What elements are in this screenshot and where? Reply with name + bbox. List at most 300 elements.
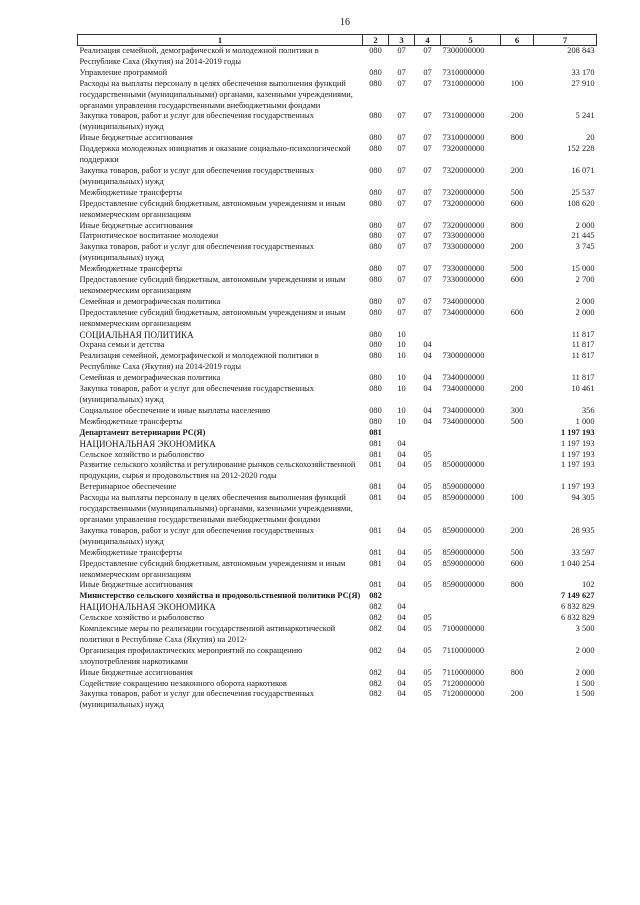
row-vedomstvo: 080 <box>369 296 382 306</box>
row-name: Сельское хозяйство и рыболовство <box>79 449 205 459</box>
row-vid-rashodov <box>501 373 534 384</box>
row-razdel: 04 <box>397 525 406 535</box>
row-summa: 28 935 <box>571 525 595 535</box>
row-vedomstvo: 080 <box>369 198 382 208</box>
row-statya: 7340000000 <box>442 405 485 415</box>
row-razdel: 04 <box>397 449 406 459</box>
column-header: 7 <box>534 35 597 46</box>
row-vedomstvo: 082 <box>369 678 382 688</box>
row-razdel <box>389 428 415 439</box>
row-name: Семейная и демографическая политика <box>79 296 221 306</box>
row-razdel: 04 <box>397 645 406 655</box>
row-razdel: 07 <box>397 275 406 285</box>
table-row <box>78 460 597 482</box>
row-vid-rashodov <box>501 460 534 482</box>
row-podrazdel <box>415 330 441 341</box>
table-row <box>78 668 597 679</box>
row-razdel: 10 <box>397 373 406 383</box>
row-statya: 7110000000 <box>442 645 485 655</box>
row-summa: 10 461 <box>571 384 595 394</box>
table-row <box>78 166 597 188</box>
row-vedomstvo: 080 <box>369 67 382 77</box>
row-vedomstvo: 081 <box>369 547 382 557</box>
table-row <box>78 580 597 591</box>
row-summa: 2 000 <box>575 307 595 317</box>
row-statya: 7310000000 <box>442 67 485 77</box>
row-razdel: 07 <box>397 133 406 143</box>
row-razdel: 04 <box>397 438 406 448</box>
row-statya: 7320000000 <box>442 198 485 208</box>
row-statya: 7340000000 <box>442 373 485 383</box>
row-summa: 1 197 193 <box>561 438 595 448</box>
row-statya: 7110000000 <box>442 667 485 677</box>
row-podrazdel: 07 <box>423 46 432 55</box>
row-razdel: 07 <box>397 67 406 77</box>
row-name: Комплексные меры по реализации государственной антинаркотической политики в Республике Саха (Якутия) на 2012- <box>79 624 336 644</box>
row-statya: 7320000000 <box>442 165 485 175</box>
row-vedomstvo: 081 <box>369 525 382 535</box>
row-vedomstvo: 081 <box>369 449 382 459</box>
row-statya: 7120000000 <box>442 678 485 688</box>
row-vid-rashodov: 600 <box>510 275 524 285</box>
row-razdel: 07 <box>397 220 406 230</box>
row-summa: 6 832 829 <box>561 613 595 623</box>
row-vid-rashodov: 300 <box>510 405 524 415</box>
row-razdel: 04 <box>397 482 406 492</box>
table-row <box>78 439 597 450</box>
column-header: 6 <box>501 35 534 46</box>
row-vid-rashodov <box>501 330 534 341</box>
row-statya: 7120000000 <box>442 689 485 699</box>
row-vid-rashodov: 200 <box>510 525 524 535</box>
row-statya <box>441 428 501 439</box>
row-podrazdel: 05 <box>423 525 432 535</box>
row-name: Социальное обеспечение и иные выплаты населению <box>79 405 271 415</box>
row-vedomstvo: 081 <box>369 438 382 448</box>
row-podrazdel: 05 <box>423 460 432 470</box>
row-statya: 7340000000 <box>442 384 485 394</box>
table-row <box>78 308 597 330</box>
row-summa: 20 <box>586 133 595 143</box>
row-podrazdel: 07 <box>423 198 432 208</box>
row-podrazdel: 05 <box>423 547 432 557</box>
row-summa: 1 500 <box>575 689 595 699</box>
row-name: Сельское хозяйство и рыболовство <box>79 613 205 623</box>
row-name: Ветеринарное обеспечение <box>79 482 177 492</box>
row-vedomstvo: 080 <box>369 242 382 252</box>
row-vedomstvo: 082 <box>369 613 382 623</box>
row-razdel <box>389 591 415 602</box>
row-summa: 152 228 <box>567 144 595 154</box>
row-vedomstvo: 082 <box>369 689 382 699</box>
row-vedomstvo: 080 <box>369 351 382 361</box>
row-summa: 356 <box>581 405 595 415</box>
row-vid-rashodov <box>501 68 534 79</box>
row-name: Реализация семейной, демографической и молодежной политики в Республике Саха (Якутия) на 2014-2019 годы <box>79 46 319 66</box>
table-row <box>78 384 597 406</box>
row-vedomstvo: 081 <box>369 482 382 492</box>
row-name: Закупка товаров, работ и услуг для обеспечения государственных (муниципальных) нужд <box>79 525 315 546</box>
row-podrazdel: 07 <box>423 296 432 306</box>
row-summa: 3 500 <box>575 624 595 634</box>
row-vid-rashodov: 200 <box>510 689 524 699</box>
row-razdel: 07 <box>397 264 406 274</box>
row-podrazdel <box>415 602 441 613</box>
row-summa: 16 071 <box>571 165 595 175</box>
row-summa: 5 241 <box>575 111 595 121</box>
table-row <box>78 646 597 668</box>
row-vid-rashodov: 200 <box>510 384 524 394</box>
row-razdel: 04 <box>397 667 406 677</box>
row-vid-rashodov <box>501 297 534 308</box>
row-vedomstvo: 081 <box>369 558 382 568</box>
table-row <box>78 79 597 112</box>
row-summa: 6 832 829 <box>561 602 595 612</box>
row-vedomstvo: 080 <box>369 329 382 339</box>
row-razdel: 04 <box>397 558 406 568</box>
row-statya: 8590000000 <box>442 493 485 503</box>
row-vedomstvo: 080 <box>369 165 382 175</box>
row-podrazdel: 05 <box>423 624 432 634</box>
row-vid-rashodov <box>501 439 534 450</box>
row-podrazdel: 04 <box>423 416 432 426</box>
row-vedomstvo: 080 <box>369 416 382 426</box>
row-vedomstvo: 080 <box>369 340 382 350</box>
table-row <box>78 111 597 133</box>
row-statya: 7310000000 <box>442 78 485 88</box>
row-summa: 11 817 <box>571 351 595 361</box>
row-vid-rashodov <box>501 144 534 166</box>
table-row <box>78 526 597 548</box>
row-vid-rashodov: 500 <box>510 416 524 426</box>
table-row <box>78 231 597 242</box>
row-razdel: 04 <box>397 602 406 612</box>
row-vedomstvo: 080 <box>369 231 382 241</box>
row-statya: 8590000000 <box>442 558 485 568</box>
row-statya <box>441 330 501 341</box>
column-header: 3 <box>389 35 415 46</box>
row-vid-rashodov: 600 <box>510 558 524 568</box>
row-razdel: 07 <box>397 78 406 88</box>
row-razdel: 04 <box>397 678 406 688</box>
row-razdel: 07 <box>397 165 406 175</box>
row-razdel: 07 <box>397 111 406 121</box>
row-name: Управление программой <box>79 67 168 77</box>
row-podrazdel: 05 <box>423 558 432 568</box>
table-row <box>78 613 597 624</box>
row-podrazdel: 04 <box>423 373 432 383</box>
row-vedomstvo: 080 <box>369 264 382 274</box>
row-statya: 7310000000 <box>442 133 485 143</box>
row-summa: 7 149 627 <box>561 591 595 601</box>
row-summa: 33 597 <box>571 547 595 557</box>
row-razdel: 07 <box>397 307 406 317</box>
row-name: Межбюджетные трансферты <box>79 416 183 426</box>
row-podrazdel: 07 <box>423 220 432 230</box>
row-razdel: 04 <box>397 613 406 623</box>
row-podrazdel: 05 <box>423 613 432 623</box>
row-name: Семейная и демографическая политика <box>79 373 221 383</box>
row-name: Межбюджетные трансферты <box>79 547 183 557</box>
row-podrazdel: 07 <box>423 264 432 274</box>
row-statya: 7330000000 <box>442 264 485 274</box>
row-vid-rashodov: 500 <box>510 264 524 274</box>
row-razdel: 10 <box>397 405 406 415</box>
table-row <box>78 559 597 581</box>
row-podrazdel: 04 <box>423 405 432 415</box>
table-row <box>78 548 597 559</box>
row-summa: 208 843 <box>567 46 595 55</box>
row-vedomstvo: 080 <box>369 133 382 143</box>
row-vedomstvo: 080 <box>369 187 382 197</box>
row-podrazdel: 05 <box>423 580 432 590</box>
table-row <box>78 689 597 711</box>
row-razdel: 04 <box>397 580 406 590</box>
row-vid-rashodov <box>501 679 534 690</box>
row-statya: 7300000000 <box>442 351 485 361</box>
row-name: Организация профилактических мероприятий по сокращению злоупотребления наркотиками <box>79 645 303 666</box>
row-podrazdel: 05 <box>423 493 432 503</box>
row-podrazdel: 07 <box>423 187 432 197</box>
row-name: Реализация семейной, демографической и молодежной политики в Республике Саха (Якутия) на 2014-2019 годы <box>79 351 319 372</box>
row-statya <box>441 602 501 613</box>
row-vid-rashodov: 100 <box>510 78 524 88</box>
budget-table <box>77 34 597 711</box>
row-podrazdel <box>415 439 441 450</box>
table-body <box>78 46 597 712</box>
row-razdel: 10 <box>397 416 406 426</box>
row-vedomstvo: 080 <box>369 144 382 154</box>
row-name: Министерство сельского хозяйства и продовольственной политики РС(Я) <box>79 591 361 601</box>
row-summa: 33 170 <box>571 67 595 77</box>
row-vid-rashodov <box>501 46 534 68</box>
row-vid-rashodov <box>501 351 534 373</box>
row-podrazdel: 07 <box>423 144 432 154</box>
row-statya <box>441 439 501 450</box>
row-name: Закупка товаров, работ и услуг для обеспечения государственных (муниципальных) нужд <box>79 689 315 710</box>
row-vid-rashodov <box>501 428 534 439</box>
row-vedomstvo: 080 <box>369 46 382 55</box>
row-statya: 7330000000 <box>442 275 485 285</box>
row-vid-rashodov: 600 <box>510 198 524 208</box>
table-row <box>78 242 597 264</box>
table-row <box>78 297 597 308</box>
row-summa: 2 000 <box>575 296 595 306</box>
row-statya: 8590000000 <box>442 482 485 492</box>
row-statya: 7340000000 <box>442 296 485 306</box>
row-summa: 2 000 <box>575 667 595 677</box>
row-statya: 7320000000 <box>442 144 485 154</box>
table-row <box>78 450 597 461</box>
row-name: СОЦИАЛЬНАЯ ПОЛИТИКА <box>79 329 194 340</box>
column-header: 5 <box>441 35 501 46</box>
row-podrazdel: 04 <box>423 340 432 350</box>
row-name: НАЦИОНАЛЬНАЯ ЭКОНОМИКА <box>79 438 216 449</box>
row-summa: 102 <box>581 580 595 590</box>
row-vid-rashodov <box>501 231 534 242</box>
column-header: 4 <box>415 35 441 46</box>
row-summa: 2 700 <box>575 275 595 285</box>
row-summa: 1 197 193 <box>561 427 595 437</box>
row-razdel: 07 <box>397 198 406 208</box>
row-summa: 1 000 <box>575 416 595 426</box>
row-vedomstvo: 080 <box>369 220 382 230</box>
row-podrazdel: 07 <box>423 111 432 121</box>
row-name: Закупка товаров, работ и услуг для обеспечения государственных (муниципальных) нужд <box>79 242 315 263</box>
row-vid-rashodov: 800 <box>510 667 524 677</box>
row-name: Межбюджетные трансферты <box>79 264 183 274</box>
row-summa: 11 817 <box>571 373 595 383</box>
row-name: Иные бюджетные ассигнования <box>79 580 193 590</box>
row-razdel: 04 <box>397 624 406 634</box>
row-vid-rashodov: 200 <box>510 111 524 121</box>
row-statya: 7100000000 <box>442 624 485 634</box>
table-row <box>78 591 597 602</box>
row-name: Охрана семьи и детства <box>79 340 165 350</box>
row-vedomstvo: 082 <box>369 591 382 601</box>
row-podrazdel: 07 <box>423 133 432 143</box>
row-razdel: 07 <box>397 242 406 252</box>
row-podrazdel: 05 <box>423 645 432 655</box>
table-row <box>78 373 597 384</box>
row-name: Предоставление субсидий бюджетным, автономным учреждениям и иным некоммерческим организациям <box>79 307 346 328</box>
row-statya <box>441 450 501 461</box>
row-summa: 1 500 <box>575 678 595 688</box>
table-row <box>78 482 597 493</box>
column-header: 2 <box>363 35 389 46</box>
row-podrazdel: 07 <box>423 165 432 175</box>
row-statya <box>441 591 501 602</box>
row-name: Закупка товаров, работ и услуг для обеспечения государственных (муниципальных) нужд <box>79 384 315 404</box>
row-statya: 7340000000 <box>442 416 485 426</box>
table-row <box>78 330 597 341</box>
row-name: Закупка товаров, работ и услуг для обеспечения государственных (муниципальных) нужд <box>79 111 315 132</box>
row-vedomstvo: 080 <box>369 307 382 317</box>
row-razdel: 04 <box>397 460 406 470</box>
row-vedomstvo: 082 <box>369 645 382 655</box>
row-summa: 21 445 <box>571 231 595 241</box>
row-vid-rashodov <box>501 340 534 351</box>
table-row <box>78 68 597 79</box>
row-razdel: 10 <box>397 384 406 394</box>
row-name: Иные бюджетные ассигнования <box>79 220 193 230</box>
row-podrazdel: 05 <box>423 482 432 492</box>
row-statya: 7330000000 <box>442 242 485 252</box>
row-name: Патриотическое воспитание молодежи <box>79 231 219 241</box>
table-row <box>78 417 597 428</box>
row-podrazdel: 05 <box>423 667 432 677</box>
row-summa: 1 197 193 <box>561 482 595 492</box>
row-summa: 25 537 <box>571 187 595 197</box>
row-podrazdel: 07 <box>423 67 432 77</box>
row-vid-rashodov <box>501 646 534 668</box>
row-vedomstvo: 081 <box>369 580 382 590</box>
row-vid-rashodov: 500 <box>510 547 524 557</box>
table-row <box>78 679 597 690</box>
row-summa: 1 197 193 <box>561 449 595 459</box>
row-vid-rashodov: 100 <box>510 493 524 503</box>
row-vedomstvo: 080 <box>369 373 382 383</box>
row-name: Межбюджетные трансферты <box>79 187 183 197</box>
row-vedomstvo: 080 <box>369 275 382 285</box>
row-podrazdel: 05 <box>423 689 432 699</box>
row-vid-rashodov: 600 <box>510 307 524 317</box>
row-vid-rashodov: 200 <box>510 165 524 175</box>
table-row <box>78 188 597 199</box>
row-name: Развитие сельского хозяйства и регулирование рынков сельскохозяйственной продукции, сырья и продовольствия на 2012-2020 годы <box>79 460 356 481</box>
row-vedomstvo: 082 <box>369 667 382 677</box>
row-statya: 7340000000 <box>442 307 485 317</box>
row-podrazdel: 07 <box>423 231 432 241</box>
row-summa: 2 000 <box>575 220 595 230</box>
row-statya: 7300000000 <box>442 46 485 55</box>
table-row <box>78 264 597 275</box>
row-vedomstvo: 080 <box>369 384 382 394</box>
row-summa: 1 197 193 <box>561 460 595 470</box>
row-name: Расходы на выплаты персоналу в целях обеспечения выполнения функций государственными (муниципальными) органами, казенными учреждениями, органами управления государственными внебюджетными фондами <box>79 493 353 524</box>
table-row <box>78 602 597 613</box>
row-podrazdel: 05 <box>423 449 432 459</box>
row-vid-rashodov <box>501 591 534 602</box>
row-name: Предоставление субсидий бюджетным, автономным учреждениям и иным некоммерческим организациям <box>79 275 346 295</box>
row-vid-rashodov: 500 <box>510 187 524 197</box>
row-name: Поддержка молодежных инициатив и оказание социально-психологической поддержки <box>79 144 351 165</box>
row-razdel: 07 <box>397 46 406 55</box>
table-row <box>78 406 597 417</box>
row-vedomstvo: 080 <box>369 405 382 415</box>
row-razdel: 04 <box>397 493 406 503</box>
row-vid-rashodov <box>501 450 534 461</box>
row-razdel: 04 <box>397 547 406 557</box>
row-name: Иные бюджетные ассигнования <box>79 133 193 143</box>
row-razdel: 10 <box>397 351 406 361</box>
row-vid-rashodov <box>501 624 534 646</box>
row-summa: 2 000 <box>575 645 595 655</box>
table-row <box>78 199 597 221</box>
table-row <box>78 428 597 439</box>
row-razdel: 04 <box>397 689 406 699</box>
row-vid-rashodov <box>501 613 534 624</box>
row-podrazdel: 07 <box>423 275 432 285</box>
row-vedomstvo: 082 <box>369 624 382 634</box>
row-podrazdel: 07 <box>423 242 432 252</box>
row-name: Закупка товаров, работ и услуг для обеспечения государственных (муниципальных) нужд <box>79 165 315 186</box>
row-podrazdel: 05 <box>423 678 432 688</box>
row-podrazdel: 04 <box>423 384 432 394</box>
table-header-row <box>78 35 597 46</box>
row-name: НАЦИОНАЛЬНАЯ ЭКОНОМИКА <box>79 602 216 613</box>
table-row <box>78 275 597 297</box>
row-summa: 1 040 254 <box>561 558 595 568</box>
row-summa: 94 305 <box>571 493 595 503</box>
row-statya: 8500000000 <box>442 460 485 470</box>
row-name: Предоставление субсидий бюджетным, автономным учреждениям и иным некоммерческим организациям <box>79 198 346 219</box>
row-podrazdel: 07 <box>423 78 432 88</box>
row-vedomstvo: 081 <box>369 493 382 503</box>
row-statya: 8590000000 <box>442 580 485 590</box>
row-podrazdel <box>415 428 441 439</box>
page-number: 16 <box>340 17 350 28</box>
row-summa: 108 620 <box>567 198 595 208</box>
row-summa: 27 910 <box>571 78 595 88</box>
row-statya <box>441 613 501 624</box>
row-summa: 15 000 <box>571 264 595 274</box>
row-statya: 7320000000 <box>442 187 485 197</box>
row-vid-rashodov: 200 <box>510 242 524 252</box>
table-row <box>78 221 597 232</box>
row-name: Расходы на выплаты персоналу в целях обеспечения выполнения функций государственными (муниципальными) органами, казенными учреждениями, органами управления государственными внебюджетными фондами <box>79 78 353 110</box>
row-podrazdel: 04 <box>423 351 432 361</box>
